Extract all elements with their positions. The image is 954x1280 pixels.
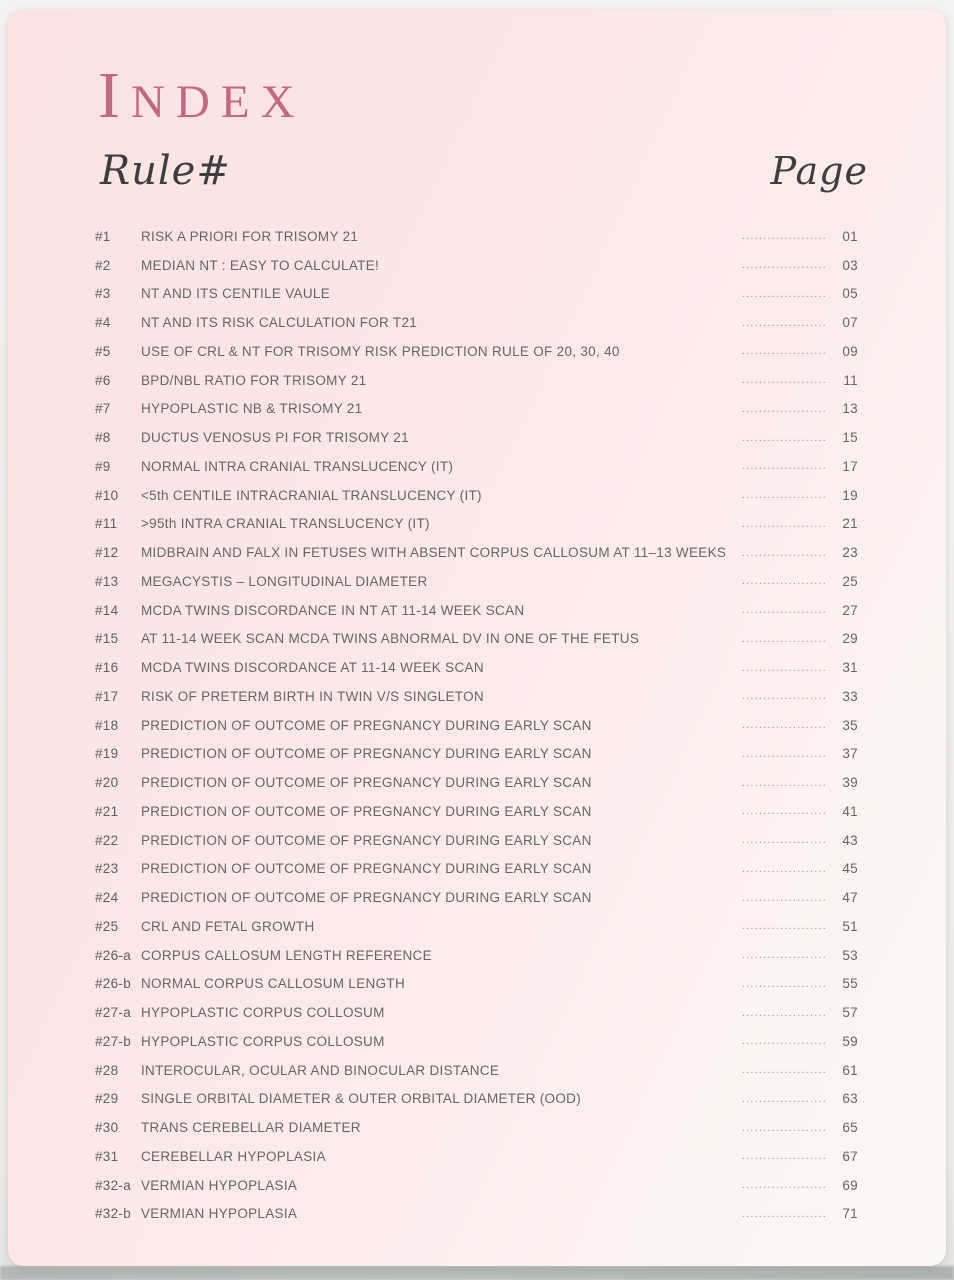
- rule-number: #6: [95, 372, 111, 388]
- rule-number: #29: [95, 1091, 119, 1107]
- index-row: [95, 653, 858, 682]
- rule-number: #25: [95, 918, 119, 934]
- dotted-leader: ....................: [741, 402, 827, 415]
- dotted-leader: ....................: [741, 1179, 827, 1192]
- rule-number: #1: [95, 228, 111, 244]
- index-row: [95, 538, 858, 567]
- entry-title: VERMIAN HYPOPLASIA: [141, 1206, 298, 1222]
- rule-number: #3: [95, 286, 111, 302]
- entry-title: RISK A PRIORI FOR TRISOMY 21: [141, 228, 359, 244]
- entry-title: NT AND ITS CENTILE VAULE: [141, 286, 330, 302]
- entry-title: CORPUS CALLOSUM LENGTH REFERENCE: [141, 947, 432, 963]
- entry-title: HYPOPLASTIC NB & TRISOMY 21: [141, 401, 363, 417]
- index-row: [95, 998, 858, 1027]
- rule-number: #2: [95, 257, 111, 273]
- page-number: 19: [842, 487, 858, 503]
- rule-number: #15: [95, 631, 119, 647]
- dotted-leader: ....................: [741, 1121, 827, 1134]
- page-number: 53: [842, 947, 858, 963]
- entry-title: DUCTUS VENOSUS PI FOR TRISOMY 21: [141, 430, 409, 446]
- dotted-leader: ....................: [741, 920, 827, 933]
- page-number: 15: [842, 430, 858, 446]
- index-row: [95, 826, 858, 855]
- entry-title: NORMAL INTRA CRANIAL TRANSLUCENCY (IT): [141, 458, 454, 474]
- index-row: [95, 395, 858, 424]
- rule-number: #18: [95, 717, 119, 733]
- dotted-leader: ....................: [741, 1207, 827, 1220]
- page-number: 25: [842, 573, 858, 589]
- entry-title: USE OF CRL & NT FOR TRISOMY RISK PREDICTION RULE OF 20, 30, 40: [141, 343, 620, 359]
- index-row: [95, 740, 858, 769]
- index-row: [95, 1171, 858, 1200]
- rule-number: #4: [95, 315, 111, 331]
- page-number: 59: [842, 1033, 858, 1049]
- entry-title: SINGLE ORBITAL DIAMETER & OUTER ORBITAL DIAMETER (OOD): [141, 1091, 581, 1107]
- page-number: 17: [842, 458, 858, 474]
- index-row: [95, 596, 858, 625]
- page-number: 07: [842, 315, 858, 331]
- entry-title: CEREBELLAR HYPOPLASIA: [141, 1148, 326, 1164]
- entry-title: VERMIAN HYPOPLASIA: [141, 1177, 298, 1193]
- page-number: 35: [842, 717, 858, 733]
- dotted-leader: ....................: [741, 230, 827, 243]
- rule-number: #32-b: [95, 1206, 132, 1222]
- rule-number: #30: [95, 1120, 119, 1136]
- entry-title: >95th INTRA CRANIAL TRANSLUCENCY (IT): [141, 516, 430, 532]
- dotted-leader: ....................: [741, 489, 827, 502]
- dotted-leader: ....................: [741, 1035, 827, 1048]
- page-number: 23: [842, 545, 858, 561]
- page-number: 21: [842, 516, 858, 532]
- page-number: 03: [842, 257, 858, 273]
- entry-title: AT 11-14 WEEK SCAN MCDA TWINS ABNORMAL DV IN ONE OF THE FETUS: [141, 631, 640, 647]
- entry-title: PREDICTION OF OUTCOME OF PREGNANCY DURING EARLY SCAN: [141, 717, 592, 733]
- page-number: 67: [842, 1148, 858, 1164]
- dotted-leader: ....................: [741, 977, 827, 990]
- index-row: [95, 251, 858, 280]
- page-number: 09: [842, 343, 858, 359]
- index-row: [95, 1056, 858, 1085]
- entry-title: RISK OF PRETERM BIRTH IN TWIN V/S SINGLETON: [141, 688, 484, 704]
- dotted-leader: ....................: [741, 690, 827, 703]
- rule-number: #28: [95, 1062, 119, 1078]
- column-headers: [100, 148, 868, 194]
- index-row: [95, 768, 858, 797]
- rule-number: #11: [95, 516, 118, 532]
- rule-number: #32-a: [95, 1177, 132, 1193]
- entry-title: MIDBRAIN AND FALX IN FETUSES WITH ABSENT CORPUS CALLOSUM AT 11–13 WEEKS: [141, 545, 727, 561]
- index-row: [95, 423, 858, 452]
- book-page: [8, 10, 946, 1266]
- entry-title: MCDA TWINS DISCORDANCE AT 11-14 WEEK SCAN: [141, 660, 484, 676]
- dotted-leader: ....................: [741, 747, 827, 760]
- index-list: [95, 222, 858, 1228]
- index-row: [95, 510, 858, 539]
- dotted-leader: ....................: [741, 834, 827, 847]
- dotted-leader: ....................: [741, 604, 827, 617]
- page-number: 57: [842, 1005, 858, 1021]
- entry-title: BPD/NBL RATIO FOR TRISOMY 21: [141, 372, 367, 388]
- page-number: 39: [842, 775, 858, 791]
- rule-number: #26-b: [95, 976, 132, 992]
- index-row: [95, 912, 858, 941]
- dotted-leader: ....................: [741, 1092, 827, 1105]
- index-row: [95, 1085, 858, 1114]
- rule-number: #5: [95, 343, 111, 359]
- index-row: [95, 280, 858, 309]
- entry-title: HYPOPLASTIC CORPUS COLLOSUM: [141, 1033, 385, 1049]
- rule-number: #13: [95, 573, 119, 589]
- index-row: [95, 883, 858, 912]
- page-number: 45: [842, 861, 858, 877]
- page-number: 63: [842, 1091, 858, 1107]
- dotted-leader: ....................: [741, 1150, 827, 1163]
- rule-number: #27-a: [95, 1005, 132, 1021]
- rule-number: #22: [95, 832, 119, 848]
- rule-number: #17: [95, 688, 119, 704]
- page-number: 41: [842, 803, 858, 819]
- column-header-page: Page: [770, 149, 868, 193]
- dotted-leader: ....................: [741, 517, 827, 530]
- dotted-leader: ....................: [741, 776, 827, 789]
- dotted-leader: ....................: [741, 632, 827, 645]
- page-number: 65: [842, 1120, 858, 1136]
- entry-title: NT AND ITS RISK CALCULATION FOR T21: [141, 315, 418, 331]
- column-header-rule: Rule#: [100, 148, 231, 194]
- page-number: 51: [842, 918, 858, 934]
- rule-number: #7: [95, 401, 111, 417]
- entry-title: PREDICTION OF OUTCOME OF PREGNANCY DURING EARLY SCAN: [141, 775, 592, 791]
- dotted-leader: ....................: [741, 575, 827, 588]
- entry-title: PREDICTION OF OUTCOME OF PREGNANCY DURING EARLY SCAN: [141, 746, 592, 762]
- index-row: [95, 1027, 858, 1056]
- page-title: INDEX: [98, 59, 306, 132]
- page-number: 27: [842, 602, 858, 618]
- dotted-leader: ....................: [741, 719, 827, 732]
- index-row: [95, 682, 858, 711]
- dotted-leader: ....................: [741, 316, 827, 329]
- entry-title: NORMAL CORPUS CALLOSUM LENGTH: [141, 976, 405, 992]
- rule-number: #9: [95, 458, 111, 474]
- entry-title: PREDICTION OF OUTCOME OF PREGNANCY DURING EARLY SCAN: [141, 832, 592, 848]
- index-row: [95, 337, 858, 366]
- page-number: 55: [842, 976, 858, 992]
- entry-title: INTEROCULAR, OCULAR AND BINOCULAR DISTANCE: [141, 1062, 500, 1078]
- index-row: [95, 481, 858, 510]
- index-row: [95, 711, 858, 740]
- entry-title: TRANS CEREBELLAR DIAMETER: [141, 1120, 361, 1136]
- page-number: 47: [842, 890, 858, 906]
- dotted-leader: ....................: [741, 862, 827, 875]
- rule-number: #31: [95, 1148, 119, 1164]
- bottom-edge-shadow: [0, 1266, 954, 1280]
- dotted-leader: ....................: [741, 546, 827, 559]
- rule-number: #12: [95, 545, 119, 561]
- index-row: [95, 366, 858, 395]
- page-number: 71: [842, 1206, 858, 1222]
- rule-number: #14: [95, 602, 119, 618]
- entry-title: PREDICTION OF OUTCOME OF PREGNANCY DURING EARLY SCAN: [141, 861, 592, 877]
- page-number: 43: [842, 832, 858, 848]
- rule-number: #20: [95, 775, 119, 791]
- dotted-leader: ....................: [741, 259, 827, 272]
- index-row: [95, 625, 858, 654]
- dotted-leader: ....................: [741, 287, 827, 300]
- index-row: [95, 941, 858, 970]
- entry-title: MCDA TWINS DISCORDANCE IN NT AT 11-14 WEEK SCAN: [141, 602, 525, 618]
- dotted-leader: ....................: [741, 891, 827, 904]
- page-number: 69: [842, 1177, 858, 1193]
- page-number: 29: [842, 631, 858, 647]
- dotted-leader: ....................: [741, 460, 827, 473]
- index-row: [95, 567, 858, 596]
- index-row: [95, 970, 858, 999]
- dotted-leader: ....................: [741, 374, 827, 387]
- rule-number: #16: [95, 660, 119, 676]
- index-row: [95, 1113, 858, 1142]
- entry-title: CRL AND FETAL GROWTH: [141, 918, 315, 934]
- rule-number: #19: [95, 746, 119, 762]
- index-row: [95, 855, 858, 884]
- page-number: 33: [842, 688, 858, 704]
- rule-number: #26-a: [95, 947, 132, 963]
- rule-number: #23: [95, 861, 119, 877]
- entry-title: <5th CENTILE INTRACRANIAL TRANSLUCENCY (IT): [141, 487, 482, 503]
- entry-title: PREDICTION OF OUTCOME OF PREGNANCY DURING EARLY SCAN: [141, 803, 592, 819]
- entry-title: HYPOPLASTIC CORPUS COLLOSUM: [141, 1005, 385, 1021]
- dotted-leader: ....................: [741, 345, 827, 358]
- page-number: 01: [842, 228, 858, 244]
- page-number: 37: [842, 746, 858, 762]
- index-row: [95, 452, 858, 481]
- rule-number: #21: [95, 803, 119, 819]
- index-row: [95, 308, 858, 337]
- page-number: 05: [842, 286, 858, 302]
- page-number: 13: [842, 401, 858, 417]
- rule-number: #24: [95, 890, 119, 906]
- page-number: 31: [842, 660, 858, 676]
- rule-number: #10: [95, 487, 119, 503]
- page-number: 61: [842, 1062, 858, 1078]
- index-row: [95, 222, 858, 251]
- entry-title: MEDIAN NT : EASY TO CALCULATE!: [141, 257, 380, 273]
- dotted-leader: ....................: [741, 661, 827, 674]
- rule-number: #27-b: [95, 1033, 132, 1049]
- index-row: [95, 797, 858, 826]
- index-row: [95, 1142, 858, 1171]
- index-row: [95, 1200, 858, 1229]
- dotted-leader: ....................: [741, 1006, 827, 1019]
- dotted-leader: ....................: [741, 1064, 827, 1077]
- entry-title: PREDICTION OF OUTCOME OF PREGNANCY DURING EARLY SCAN: [141, 890, 592, 906]
- dotted-leader: ....................: [741, 805, 827, 818]
- rule-number: #8: [95, 430, 111, 446]
- page-number: 11: [843, 372, 858, 388]
- dotted-leader: ....................: [741, 431, 827, 444]
- entry-title: MEGACYSTIS – LONGITUDINAL DIAMETER: [141, 573, 428, 589]
- dotted-leader: ....................: [741, 949, 827, 962]
